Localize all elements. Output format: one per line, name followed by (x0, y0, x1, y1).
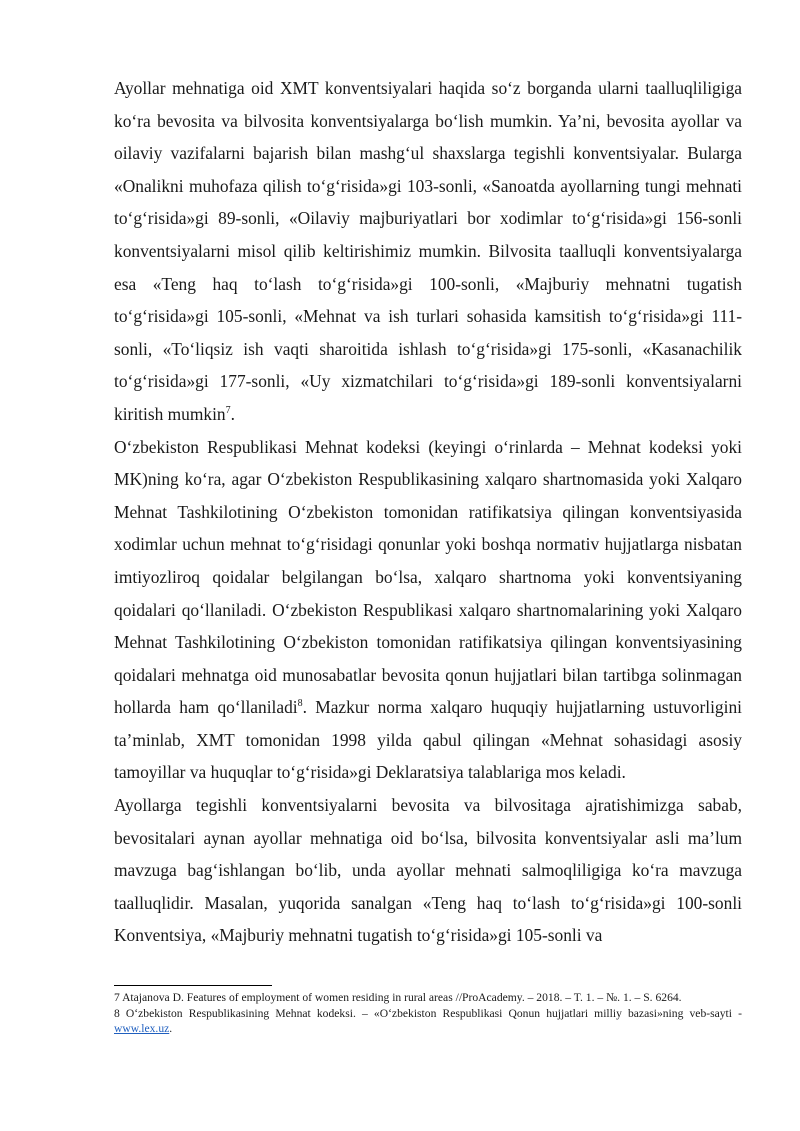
footnote-7 (114, 991, 742, 1006)
paragraph-3-text: Ayollarga tegishli konventsiyalarni bevosita va bilvositaga ajratishimizga sabab, bevositalari aynan ayollar mehnatiga oid bo‘lsa, bilvosita konventsiyalar asli ma’lum mavzuga bag‘ishlangan bo‘lib, unda ayollar mehnati salmoqliligiga ko‘ra mavzuga taalluqlidir. Masalan, yuqorida sanalgan «Teng haq to‘lash to‘g‘risida»gi 100-sonli Konventsiya, «Majburiy mehnatni tugatish to‘g‘risida»gi 105-sonli va (114, 795, 742, 946)
footnote-ref-8[interactable]: 8 (297, 698, 303, 710)
footnote-ref-7[interactable]: 7 (225, 405, 231, 417)
paragraph-2-end: . Mazkur norma xalqaro huquqiy hujjatlarning ustuvorligini ta’minlab, XMT tomonidan 1998 yilda qabul qilingan «Mehnat sohasidagi asosiy tamoyillar va huquqlar to‘g‘risida»gi Deklaratsiya talablariga mos keladi. (114, 697, 742, 783)
footnote-number: 7 (114, 991, 120, 1004)
lex-uz-link[interactable]: www.lex.uz (114, 1021, 170, 1035)
paragraph-1 (114, 72, 742, 431)
footnote-separator (114, 985, 272, 986)
paragraph-2 (114, 431, 742, 790)
paragraph-2-text: O‘zbekiston Respublikasi Mehnat kodeksi (keyingi o‘rinlarda – Mehnat kodeksi yoki MK)ning ko‘ra, agar O‘zbekiston Respublikasining xalqaro shartnomasida yoki Xalqaro Mehnat Tashkilotining O‘zbekiston tomonidan ratifikatsiya qilingan konventsiyasida xodimlar uchun mehnat to‘g‘risidagi qonunlar yoki boshqa normativ hujjatlarga nisbatan imtiyozliroq qoidalar belgilangan bo‘lsa, xalqaro shartnoma yoki konventsiyaning qoidalari qo‘llaniladi. O‘zbekiston Respublikasi xalqaro shartnomalarining yoki Xalqaro Mehnat Tashkilotining O‘zbekiston tomonidan ratifikatsiya qilingan konventsiyasining qoidalari mehnatga oid munosabatlar bevosita qonun hujjatlari bilan tartibga solinmagan hollarda ham qo‘llaniladi (114, 436, 742, 718)
paragraph-1-text: Ayollar mehnatiga oid XMT konventsiyalari haqida so‘z borganda ularni taalluqliligiga ko‘ra bevosita va bilvosita konventsiyalarga bo‘lish mumkin. Ya’ni, bevosita ayollar va oilaviy vazifalarni bajarish bilan mashg‘ul shaxslarga tegishli konventsiyalar. Bularga «Onalikni muhofaza qilish to‘g‘risida»gi 103-sonli, «Sanoatda ayollarning tungi mehnati to‘g‘risida»gi 89-sonli, «Oilaviy majburiyatlari bor xodimlar to‘g‘risida»gi 156-sonli konventsiyalarni misol qilib keltirishimiz mumkin. Bilvosita taalluqli konventsiyalarga esa «Teng haq to‘lash to‘g‘risida»gi 100-sonli, «Majburiy mehnatni tugatish to‘g‘risida»gi 105-sonli, «Mehnat va ish turlari sohasida kamsitish to‘g‘risida»gi 111-sonli, «To‘liqsiz ish vaqti sharoitida ishlash to‘g‘risida»gi 175-sonli, «Kasanachilik to‘g‘risida»gi 177-sonli, «Uy xizmatchilari to‘g‘risida»gi 189-sonli konventsiyalarni kiritish mumkin (114, 78, 742, 424)
footnote-text: O‘zbekiston Respublikasining Mehnat kodeksi. – «O‘zbekiston Respublikasi Qonun hujjatlari milliy bazasi»ning veb-sayti - (125, 1006, 742, 1020)
paragraph-1-end: . (230, 403, 235, 424)
footnote-text: Atajanova D. Features of employment of women residing in rural areas //ProAcademy. – 2018. – T. 1. – №. 1. – S. 6264. (122, 991, 682, 1004)
footnotes (114, 991, 742, 1037)
footnote-8 (114, 1007, 742, 1037)
footnote-end: . (169, 1021, 173, 1035)
footnote-number: 8 (114, 1006, 120, 1020)
paragraph-3 (114, 789, 742, 952)
document-body (114, 72, 742, 952)
